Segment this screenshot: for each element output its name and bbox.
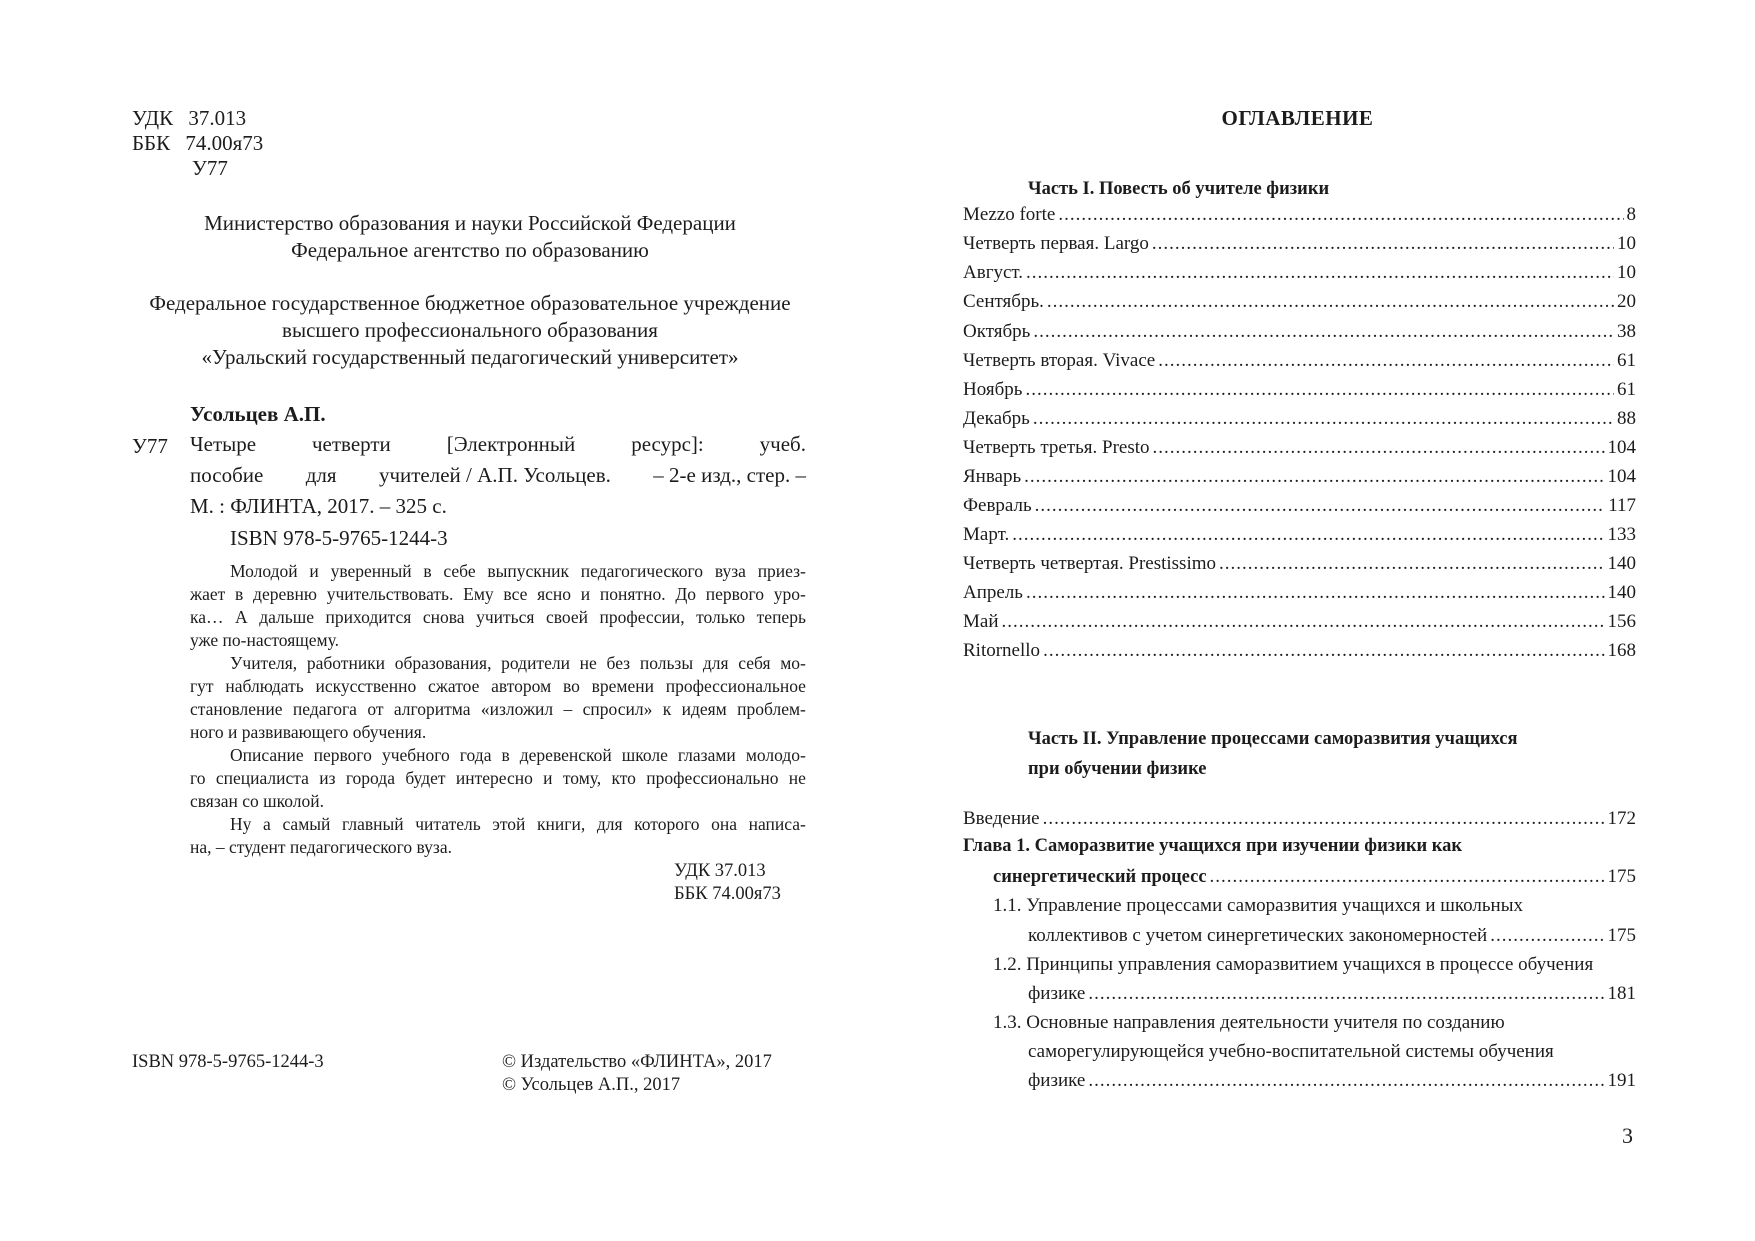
toc-entry[interactable] [963, 553, 1636, 583]
section-1-3-title-cont[interactable]: саморегулирующейся учебно-воспитательной системы обучения [1028, 1041, 1554, 1062]
toc-entry[interactable] [963, 640, 1636, 670]
annotation-line: ка… А дальше приходится снова учиться своей профессии, только теперь [190, 607, 806, 627]
udk-label: УДК [132, 106, 174, 130]
toc-entry[interactable] [963, 466, 1636, 496]
annotation-line: ного и развивающего обучения. [190, 722, 427, 742]
bibliographic-description [190, 429, 806, 522]
annotation-line: Молодой и уверенный в себе выпускник педагогического вуза приез- [230, 561, 806, 581]
toc-leader [1024, 466, 1604, 488]
toc-leader [1058, 204, 1623, 226]
toc-entry[interactable] [963, 350, 1636, 380]
toc-entry-page: 10 [1617, 233, 1636, 254]
toc-entry-title: Сентябрь. [963, 291, 1044, 312]
toc-entry-title: Декабрь [963, 408, 1030, 429]
toc-entry-title: Mezzo forte [963, 204, 1056, 225]
toc-entry-section-1-2[interactable] [1028, 983, 1636, 1013]
toc-entry-page: 133 [1607, 524, 1636, 545]
annotation-line: Учителя, работники образования, родители не без пользы для себя мо- [230, 653, 806, 673]
toc-entry-chapter1[interactable] [993, 866, 1636, 896]
toc-entry-page: 140 [1607, 582, 1636, 603]
toc-entry-title: Четверть вторая. Vivace [963, 350, 1156, 371]
toc-entry-page: 104 [1607, 466, 1636, 487]
udk-bottom: УДК 37.013 [674, 861, 766, 881]
toc-leader [1026, 262, 1614, 284]
annotation-line: гут наблюдать искусственно сжатое автором во времени профессиональное [190, 676, 806, 696]
annotation-line: жает в деревню учительствовать. Ему все ясно и понятно. До первого уро- [190, 584, 806, 604]
toc-entry[interactable] [963, 408, 1636, 438]
bib-sign: У77 [132, 434, 168, 458]
toc-entry-page: 10 [1617, 262, 1636, 283]
copyright-author: © Усольцев А.П., 2017 [502, 1075, 681, 1095]
toc-entry-title: Четверть первая. Largo [963, 233, 1149, 254]
toc-entry-title: коллективов с учетом синергетических закономерностей [1028, 925, 1488, 946]
toc-entry[interactable] [963, 262, 1636, 292]
toc-entry-page: 104 [1607, 437, 1636, 458]
toc-entry-title: Ноябрь [963, 379, 1023, 400]
ministry-line: Министерство образования и науки Российской Федерации [204, 211, 736, 235]
institution-line: «Уральский государственный педагогический университет» [201, 345, 739, 369]
toc-leader [1490, 925, 1604, 947]
toc-entry-title: Введение [963, 808, 1040, 829]
toc-entry[interactable] [963, 495, 1636, 525]
annotation-line: Ну а самый главный читатель этой книги, для которого она написа- [230, 814, 806, 834]
toc-entry-page: 175 [1607, 866, 1636, 887]
toc-leader [1158, 350, 1614, 372]
toc-entry-section-1-3[interactable] [1028, 1070, 1636, 1100]
agency-line: Федеральное агентство по образованию [291, 238, 649, 262]
isbn-bottom: ISBN 978-5-9765-1244-3 [132, 1052, 324, 1072]
section-1-3-title[interactable]: 1.3. Основные направления деятельности учителя по созданию [993, 1012, 1505, 1033]
bbk-bottom: ББК 74.00я73 [674, 884, 781, 904]
section-1-1-title[interactable]: 1.1. Управление процессами саморазвития учащихся и школьных [993, 895, 1523, 916]
toc-entry[interactable] [963, 437, 1636, 467]
toc-entry-title: Ritornello [963, 640, 1041, 661]
toc-entry-page: 117 [1608, 495, 1636, 516]
annotation [190, 560, 806, 859]
ministry-block [132, 210, 808, 264]
bib-word: четверти [311, 432, 391, 456]
section-1-2-title[interactable]: 1.2. Принципы управления саморазвитием учащихся в процессе обучения [993, 954, 1594, 975]
toc-leader [1043, 808, 1605, 830]
toc-entry-page: 38 [1617, 321, 1636, 342]
annotation-line: уже по-настоящему. [190, 630, 339, 650]
annotation-line: на, – студент педагогического вуза. [190, 837, 452, 857]
udk-header [132, 106, 246, 131]
toc-leader [1025, 379, 1614, 401]
toc-entry-page: 191 [1607, 1070, 1636, 1091]
toc-entry-title: Май [963, 611, 999, 632]
toc-leader [1088, 983, 1604, 1005]
toc-leader [1033, 321, 1614, 343]
toc-entry[interactable] [963, 291, 1636, 321]
toc-entry[interactable] [963, 233, 1636, 263]
toc-entry[interactable] [963, 524, 1636, 554]
toc-entry-page: 20 [1617, 291, 1636, 312]
toc-leader [1026, 582, 1605, 604]
toc-entry-page: 61 [1617, 350, 1636, 371]
toc-entry-page: 181 [1607, 983, 1636, 1004]
part1-title: Часть I. Повесть об учителе физики [1028, 179, 1330, 199]
toc-entry-title: Февраль [963, 495, 1032, 516]
chapter1-title[interactable]: Глава 1. Саморазвитие учащихся при изучении физики как [963, 836, 1463, 856]
toc-entry-page: 175 [1607, 925, 1636, 946]
toc-entry-page: 8 [1626, 204, 1636, 225]
bib-line: М. : ФЛИНТА, 2017. – 325 с. [190, 494, 447, 518]
toc-leader [1002, 611, 1605, 633]
toc-entry[interactable] [963, 582, 1636, 612]
bbk-value: 74.00я73 [185, 131, 264, 155]
annotation-line: становление педагога от алгоритма «изложил – спросил» к идеям проблем- [190, 699, 806, 719]
part2-title-line: Часть II. Управление процессами саморазвития учащихся [1028, 729, 1518, 749]
toc-leader [1210, 866, 1605, 888]
author-name: Усольцев А.П. [190, 402, 326, 426]
part2-title [1028, 724, 1517, 784]
bib-word: учеб. [759, 432, 806, 456]
part2-title-line: при обучении физике [1028, 759, 1207, 779]
toc-entry-page: 61 [1617, 379, 1636, 400]
toc-leader [1088, 1070, 1604, 1092]
institution-block [132, 290, 808, 371]
toc-entry-page: 140 [1607, 553, 1636, 574]
annotation-line: го специалиста из города будет интересно и тому, кто профессионально не [190, 768, 806, 788]
bib-word: – 2-е изд., стер. – [653, 463, 806, 487]
toc-entry-title: Март. [963, 524, 1010, 545]
toc-title: ОГЛАВЛЕНИЕ [1221, 106, 1374, 130]
annotation-line: связан со школой. [190, 791, 324, 811]
toc-leader [1047, 291, 1614, 313]
bib-word: Четыре [190, 432, 257, 456]
toc-entry-page: 156 [1607, 611, 1636, 632]
institution-line: высшего профессионального образования [282, 318, 658, 342]
bbk-header [132, 131, 263, 156]
bbk-label: ББК [132, 131, 171, 155]
toc-entry-title: физике [1028, 1070, 1086, 1091]
toc-entry-title: синергетический процесс [993, 867, 1207, 887]
bib-line [190, 460, 806, 491]
toc-entry-title: Четверть четвертая. Prestissimo [963, 553, 1217, 574]
institution-line: Федеральное государственное бюджетное образовательное учреждение [149, 291, 791, 315]
toc-entry-title: физике [1028, 983, 1086, 1004]
copyright-publisher: © Издательство «ФЛИНТА», 2017 [502, 1052, 772, 1072]
toc-leader [1043, 640, 1604, 662]
toc-entry-page: 172 [1607, 808, 1636, 829]
toc-entry-title: Октябрь [963, 321, 1031, 342]
toc-entry-title: Четверть третья. Presto [963, 437, 1150, 458]
toc-entry-title: Апрель [963, 582, 1023, 603]
toc-entry[interactable] [963, 611, 1636, 641]
toc-leader [1153, 437, 1605, 459]
toc-leader [1219, 553, 1604, 575]
toc-entry-page: 88 [1617, 408, 1636, 429]
udk-value: 37.013 [188, 106, 247, 130]
bib-word: [Электронный [446, 432, 576, 456]
toc-entry[interactable] [963, 204, 1636, 234]
toc-entry-section-1-1[interactable] [1028, 925, 1636, 955]
toc-entry-title: Январь [963, 466, 1022, 487]
isbn: ISBN 978-5-9765-1244-3 [230, 526, 448, 550]
bib-word: учителей / А.П. Усольцев. [378, 463, 611, 487]
toc-entry-intro[interactable] [963, 808, 1636, 838]
bib-word: для [305, 463, 337, 487]
toc-entry[interactable] [963, 379, 1636, 409]
bib-word: ресурс]: [631, 432, 704, 456]
author-sign: У77 [192, 156, 228, 180]
toc-leader [1152, 233, 1614, 255]
bib-word: пособие [190, 463, 264, 487]
toc-leader [1035, 495, 1606, 517]
toc-leader [1033, 408, 1614, 430]
page-number: 3 [1622, 1123, 1633, 1148]
toc-entry-title: Август. [963, 262, 1024, 283]
toc-entry-page: 168 [1607, 640, 1636, 661]
toc-entry[interactable] [963, 321, 1636, 351]
toc-leader [1012, 524, 1604, 546]
bib-line [190, 429, 806, 460]
annotation-line: Описание первого учебного года в деревенской школе глазами молодо- [230, 745, 806, 765]
